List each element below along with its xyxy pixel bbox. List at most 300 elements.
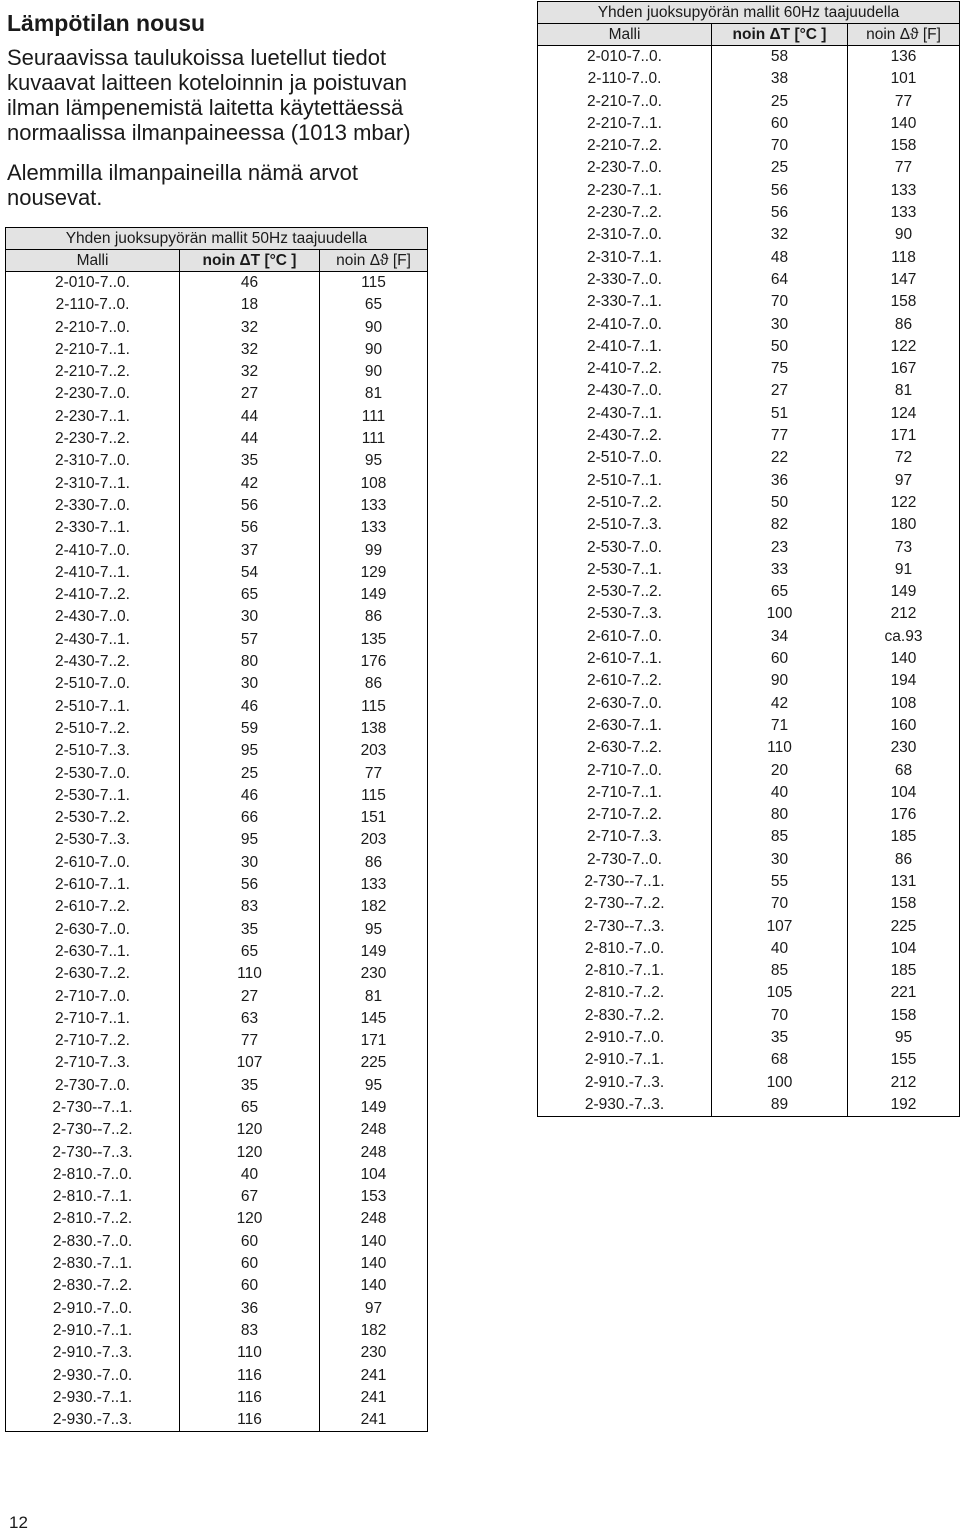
- cell-delta-fahrenheit: 158: [848, 893, 960, 915]
- cell-model: 2-730--7..3.: [6, 1142, 180, 1164]
- cell-delta-celsius: 20: [712, 760, 848, 782]
- cell-model: 2-630-7..1.: [538, 715, 712, 737]
- cell-delta-celsius: 48: [712, 247, 848, 269]
- cell-delta-fahrenheit: 99: [320, 540, 428, 562]
- table-row: [6, 517, 428, 539]
- cell-delta-celsius: 80: [712, 804, 848, 826]
- cell-model: 2-710-7..0.: [538, 760, 712, 782]
- cell-delta-fahrenheit: 68: [848, 760, 960, 782]
- table-row: [538, 715, 960, 737]
- cell-model: 2-530-7..1.: [6, 785, 180, 807]
- table-row: [538, 826, 960, 848]
- table-row: [6, 718, 428, 740]
- table-row: [538, 180, 960, 202]
- table-row: [538, 224, 960, 246]
- cell-model: 2-710-7..3.: [538, 826, 712, 848]
- cell-model: 2-110-7..0.: [6, 294, 180, 316]
- cell-delta-celsius: 32: [180, 339, 320, 361]
- cell-delta-fahrenheit: 248: [320, 1208, 428, 1230]
- page-title: Lämpötilan nousu: [7, 10, 206, 36]
- cell-delta-fahrenheit: 86: [320, 606, 428, 628]
- table-row: [6, 896, 428, 918]
- cell-delta-fahrenheit: 145: [320, 1008, 428, 1030]
- cell-delta-fahrenheit: 90: [320, 339, 428, 361]
- cell-model: 2-710-7..0.: [6, 986, 180, 1008]
- cell-delta-celsius: 37: [180, 540, 320, 562]
- cell-delta-celsius: 95: [180, 829, 320, 851]
- cell-delta-fahrenheit: 133: [320, 517, 428, 539]
- cell-model: 2-530-7..3.: [538, 603, 712, 625]
- cell-model: 2-410-7..2.: [6, 584, 180, 606]
- table-row: [538, 982, 960, 1004]
- cell-model: 2-510-7..2.: [6, 718, 180, 740]
- table-row: [6, 986, 428, 1008]
- table-row: [538, 447, 960, 469]
- cell-delta-fahrenheit: 176: [320, 651, 428, 673]
- cell-delta-fahrenheit: 95: [320, 450, 428, 472]
- cell-delta-fahrenheit: 104: [848, 938, 960, 960]
- cell-delta-fahrenheit: 90: [848, 224, 960, 246]
- table-row: [538, 470, 960, 492]
- cell-delta-fahrenheit: 73: [848, 537, 960, 559]
- table-row: [6, 562, 428, 584]
- cell-model: 2-930.-7..3.: [6, 1409, 180, 1432]
- cell-model: 2-810.-7..2.: [6, 1208, 180, 1230]
- table-row: [6, 941, 428, 963]
- cell-delta-celsius: 35: [712, 1027, 848, 1049]
- cell-delta-celsius: 35: [180, 919, 320, 941]
- table-row: [6, 383, 428, 405]
- cell-delta-celsius: 42: [180, 473, 320, 495]
- cell-model: 2-530-7..2.: [538, 581, 712, 603]
- cell-model: 2-330-7..1.: [538, 291, 712, 313]
- cell-delta-fahrenheit: 111: [320, 428, 428, 450]
- cell-model: 2-510-7..2.: [538, 492, 712, 514]
- cell-model: 2-630-7..1.: [6, 941, 180, 963]
- table-row: [538, 1049, 960, 1071]
- table-row: [538, 403, 960, 425]
- column-header-delta-fahrenheit: noin Δϑ [F]: [320, 250, 428, 272]
- cell-delta-fahrenheit: 104: [320, 1164, 428, 1186]
- cell-delta-celsius: 25: [712, 157, 848, 179]
- cell-model: 2-210-7..0.: [538, 91, 712, 113]
- cell-delta-celsius: 75: [712, 358, 848, 380]
- cell-delta-celsius: 85: [712, 960, 848, 982]
- cell-delta-celsius: 33: [712, 559, 848, 581]
- cell-delta-celsius: 36: [180, 1298, 320, 1320]
- cell-model: 2-810.-7..2.: [538, 982, 712, 1004]
- table-row: [538, 1094, 960, 1117]
- cell-delta-fahrenheit: 133: [848, 180, 960, 202]
- cell-delta-celsius: 71: [712, 715, 848, 737]
- cell-delta-celsius: 120: [180, 1119, 320, 1141]
- cell-delta-celsius: 50: [712, 336, 848, 358]
- cell-delta-celsius: 22: [712, 447, 848, 469]
- cell-delta-celsius: 25: [180, 763, 320, 785]
- cell-model: 2-830.-7..2.: [538, 1005, 712, 1027]
- cell-delta-celsius: 70: [712, 1005, 848, 1027]
- cell-delta-fahrenheit: 97: [320, 1298, 428, 1320]
- cell-delta-fahrenheit: 241: [320, 1365, 428, 1387]
- cell-delta-fahrenheit: 86: [848, 314, 960, 336]
- cell-delta-celsius: 35: [180, 1075, 320, 1097]
- cell-delta-fahrenheit: 133: [848, 202, 960, 224]
- cell-delta-celsius: 120: [180, 1142, 320, 1164]
- cell-delta-fahrenheit: 115: [320, 696, 428, 718]
- cell-model: 2-010-7..0.: [6, 272, 180, 295]
- cell-model: 2-230-7..1.: [6, 406, 180, 428]
- cell-delta-fahrenheit: 230: [848, 737, 960, 759]
- cell-model: 2-930.-7..1.: [6, 1387, 180, 1409]
- cell-delta-celsius: 65: [712, 581, 848, 603]
- cell-delta-celsius: 59: [180, 718, 320, 740]
- cell-delta-celsius: 27: [180, 383, 320, 405]
- cell-delta-fahrenheit: 241: [320, 1387, 428, 1409]
- cell-delta-celsius: 66: [180, 807, 320, 829]
- cell-delta-fahrenheit: 81: [848, 380, 960, 402]
- cell-delta-celsius: 40: [712, 938, 848, 960]
- page-number: 12: [9, 1513, 28, 1532]
- cell-delta-celsius: 57: [180, 629, 320, 651]
- cell-model: 2-510-7..0.: [538, 447, 712, 469]
- cell-delta-celsius: 40: [712, 782, 848, 804]
- cell-delta-fahrenheit: 115: [320, 785, 428, 807]
- table-row: [538, 291, 960, 313]
- cell-model: 2-830.-7..0.: [6, 1231, 180, 1253]
- cell-delta-celsius: 27: [180, 986, 320, 1008]
- cell-delta-fahrenheit: 86: [848, 849, 960, 871]
- cell-delta-fahrenheit: 81: [320, 383, 428, 405]
- cell-model: 2-310-7..1.: [538, 247, 712, 269]
- cell-model: 2-530-7..0.: [538, 537, 712, 559]
- cell-model: 2-810.-7..0.: [538, 938, 712, 960]
- table-row: [6, 272, 428, 295]
- cell-delta-fahrenheit: 192: [848, 1094, 960, 1117]
- cell-model: 2-530-7..2.: [6, 807, 180, 829]
- table-row: [6, 696, 428, 718]
- cell-delta-fahrenheit: 153: [320, 1186, 428, 1208]
- cell-delta-fahrenheit: 138: [320, 718, 428, 740]
- cell-model: 2-210-7..0.: [6, 317, 180, 339]
- cell-delta-fahrenheit: 140: [320, 1231, 428, 1253]
- cell-model: 2-530-7..1.: [538, 559, 712, 581]
- cell-delta-celsius: 65: [180, 941, 320, 963]
- cell-model: 2-510-7..0.: [6, 673, 180, 695]
- cell-delta-celsius: 56: [712, 202, 848, 224]
- cell-delta-fahrenheit: 241: [320, 1409, 428, 1432]
- cell-model: 2-330-7..0.: [6, 495, 180, 517]
- cell-delta-celsius: 30: [180, 852, 320, 874]
- cell-model: 2-330-7..0.: [538, 269, 712, 291]
- table-row: [538, 581, 960, 603]
- cell-model: 2-310-7..0.: [538, 224, 712, 246]
- table-row: [538, 68, 960, 90]
- cell-delta-celsius: 32: [180, 317, 320, 339]
- cell-model: 2-410-7..0.: [538, 314, 712, 336]
- cell-delta-fahrenheit: 90: [320, 317, 428, 339]
- cell-model: 2-710-7..3.: [6, 1052, 180, 1074]
- cell-delta-fahrenheit: 72: [848, 447, 960, 469]
- table-row: [6, 1275, 428, 1297]
- cell-model: 2-410-7..1.: [538, 336, 712, 358]
- cell-delta-fahrenheit: 185: [848, 826, 960, 848]
- cell-delta-celsius: 83: [180, 896, 320, 918]
- table-row: [538, 938, 960, 960]
- table-row: [538, 1027, 960, 1049]
- cell-model: 2-410-7..2.: [538, 358, 712, 380]
- table-row: [538, 626, 960, 648]
- table-row: [6, 361, 428, 383]
- table-row: [538, 91, 960, 113]
- cell-model: 2-710-7..1.: [538, 782, 712, 804]
- cell-delta-fahrenheit: 86: [320, 852, 428, 874]
- cell-model: 2-510-7..3.: [6, 740, 180, 762]
- table-caption: Yhden juoksupyörän mallit 60Hz taajuudella: [538, 2, 960, 24]
- table-row: [538, 269, 960, 291]
- cell-model: 2-630-7..0.: [6, 919, 180, 941]
- cell-delta-fahrenheit: 95: [320, 919, 428, 941]
- cell-delta-fahrenheit: 230: [320, 963, 428, 985]
- cell-model: 2-830.-7..1.: [6, 1253, 180, 1275]
- table-row: [6, 606, 428, 628]
- table-row: [538, 314, 960, 336]
- column-header-delta-celsius: noin ΔT [°C ]: [712, 24, 848, 46]
- table-row: [538, 760, 960, 782]
- cell-model: 2-610-7..2.: [538, 670, 712, 692]
- cell-delta-celsius: 77: [712, 425, 848, 447]
- cell-delta-fahrenheit: 221: [848, 982, 960, 1004]
- column-header-delta-fahrenheit: noin Δϑ [F]: [848, 24, 960, 46]
- cell-delta-celsius: 89: [712, 1094, 848, 1117]
- cell-model: 2-110-7..0.: [538, 68, 712, 90]
- column-header-model: Malli: [6, 250, 180, 272]
- cell-delta-celsius: 50: [712, 492, 848, 514]
- cell-model: 2-430-7..1.: [538, 403, 712, 425]
- cell-delta-celsius: 32: [180, 361, 320, 383]
- table-row: [6, 852, 428, 874]
- cell-delta-fahrenheit: 101: [848, 68, 960, 90]
- cell-model: 2-730-7..0.: [538, 849, 712, 871]
- cell-delta-fahrenheit: 194: [848, 670, 960, 692]
- cell-delta-celsius: 60: [180, 1275, 320, 1297]
- cell-delta-fahrenheit: 225: [320, 1052, 428, 1074]
- cell-delta-celsius: 44: [180, 406, 320, 428]
- table-row: [6, 1052, 428, 1074]
- cell-delta-fahrenheit: 155: [848, 1049, 960, 1071]
- cell-delta-fahrenheit: 133: [320, 495, 428, 517]
- cell-model: 2-530-7..0.: [6, 763, 180, 785]
- table-row: [6, 1164, 428, 1186]
- cell-delta-fahrenheit: 171: [320, 1030, 428, 1052]
- cell-model: 2-010-7..0.: [538, 46, 712, 69]
- cell-model: 2-730-7..0.: [6, 1075, 180, 1097]
- cell-delta-celsius: 105: [712, 982, 848, 1004]
- table-row: [6, 807, 428, 829]
- cell-delta-celsius: 30: [180, 606, 320, 628]
- cell-delta-celsius: 110: [180, 963, 320, 985]
- cell-delta-fahrenheit: 203: [320, 740, 428, 762]
- cell-model: 2-510-7..1.: [6, 696, 180, 718]
- table-row: [538, 135, 960, 157]
- cell-model: 2-410-7..0.: [6, 540, 180, 562]
- cell-delta-fahrenheit: 140: [848, 113, 960, 135]
- cell-delta-celsius: 27: [712, 380, 848, 402]
- cell-delta-celsius: 95: [180, 740, 320, 762]
- cell-delta-fahrenheit: 81: [320, 986, 428, 1008]
- cell-model: 2-330-7..1.: [6, 517, 180, 539]
- cell-model: 2-610-7..1.: [6, 874, 180, 896]
- cell-model: 2-210-7..1.: [538, 113, 712, 135]
- column-header-model: Malli: [538, 24, 712, 46]
- cell-delta-fahrenheit: 133: [320, 874, 428, 896]
- cell-delta-celsius: 54: [180, 562, 320, 584]
- cell-delta-celsius: 46: [180, 696, 320, 718]
- cell-model: 2-630-7..0.: [538, 693, 712, 715]
- cell-model: 2-810.-7..1.: [6, 1186, 180, 1208]
- cell-delta-celsius: 56: [712, 180, 848, 202]
- table-row: [6, 919, 428, 941]
- cell-model: 2-230-7..0.: [6, 383, 180, 405]
- table-row: [6, 1119, 428, 1141]
- table-row: [538, 380, 960, 402]
- cell-delta-celsius: 67: [180, 1186, 320, 1208]
- cell-model: 2-910.-7..0.: [6, 1298, 180, 1320]
- cell-model: 2-210-7..2.: [6, 361, 180, 383]
- cell-delta-celsius: 38: [712, 68, 848, 90]
- cell-model: 2-910.-7..1.: [6, 1320, 180, 1342]
- table-row: [6, 1142, 428, 1164]
- cell-model: 2-730--7..1.: [538, 871, 712, 893]
- cell-delta-celsius: 56: [180, 517, 320, 539]
- table-caption: Yhden juoksupyörän mallit 50Hz taajuudella: [6, 228, 428, 250]
- cell-model: 2-410-7..1.: [6, 562, 180, 584]
- cell-delta-fahrenheit: 129: [320, 562, 428, 584]
- cell-delta-fahrenheit: 158: [848, 291, 960, 313]
- cell-delta-celsius: 120: [180, 1208, 320, 1230]
- cell-delta-fahrenheit: 230: [320, 1342, 428, 1364]
- cell-model: 2-230-7..0.: [538, 157, 712, 179]
- cell-delta-celsius: 56: [180, 495, 320, 517]
- table-row: [538, 537, 960, 559]
- cell-delta-celsius: 70: [712, 893, 848, 915]
- cell-delta-celsius: 110: [180, 1342, 320, 1364]
- cell-model: 2-230-7..2.: [6, 428, 180, 450]
- cell-model: 2-310-7..1.: [6, 473, 180, 495]
- cell-delta-celsius: 65: [180, 1097, 320, 1119]
- cell-delta-celsius: 80: [180, 651, 320, 673]
- cell-delta-celsius: 110: [712, 737, 848, 759]
- cell-delta-fahrenheit: 203: [320, 829, 428, 851]
- cell-delta-fahrenheit: 104: [848, 782, 960, 804]
- cell-delta-fahrenheit: 95: [848, 1027, 960, 1049]
- table-row: [6, 740, 428, 762]
- cell-delta-fahrenheit: 248: [320, 1119, 428, 1141]
- table-row: [538, 804, 960, 826]
- cell-delta-fahrenheit: 86: [320, 673, 428, 695]
- cell-delta-celsius: 34: [712, 626, 848, 648]
- table-row: [538, 648, 960, 670]
- table-row: [538, 514, 960, 536]
- table-row: [6, 1030, 428, 1052]
- table-row: [6, 829, 428, 851]
- table-row: [6, 1075, 428, 1097]
- table-row: [6, 1208, 428, 1230]
- cell-delta-fahrenheit: 149: [848, 581, 960, 603]
- cell-model: 2-730--7..1.: [6, 1097, 180, 1119]
- cell-delta-celsius: 116: [180, 1365, 320, 1387]
- table-row: [6, 1320, 428, 1342]
- cell-delta-fahrenheit: 160: [848, 715, 960, 737]
- cell-model: 2-630-7..2.: [538, 737, 712, 759]
- cell-delta-fahrenheit: 131: [848, 871, 960, 893]
- intro-paragraph: Seuraavissa taulukoissa luetellut tiedot kuvaavat laitteen koteloinnin ja poistuvan ilman lämpenemistä laitetta käytettäessä normaalissa ilmanpaineessa (1013 mbar): [7, 45, 411, 145]
- cell-delta-celsius: 42: [712, 693, 848, 715]
- cell-model: 2-430-7..1.: [6, 629, 180, 651]
- cell-delta-celsius: 30: [712, 314, 848, 336]
- cell-delta-fahrenheit: 182: [320, 896, 428, 918]
- cell-delta-celsius: 116: [180, 1387, 320, 1409]
- table-row: [538, 893, 960, 915]
- table-row: [6, 294, 428, 316]
- table-row: [6, 651, 428, 673]
- table-row: [538, 1005, 960, 1027]
- cell-delta-fahrenheit: 95: [320, 1075, 428, 1097]
- cell-delta-fahrenheit: 149: [320, 584, 428, 606]
- cell-model: 2-430-7..2.: [538, 425, 712, 447]
- cell-model: 2-510-7..1.: [538, 470, 712, 492]
- cell-delta-celsius: 82: [712, 514, 848, 536]
- cell-delta-celsius: 51: [712, 403, 848, 425]
- cell-delta-celsius: 30: [180, 673, 320, 695]
- table-row: [538, 425, 960, 447]
- cell-model: 2-710-7..2.: [6, 1030, 180, 1052]
- cell-delta-fahrenheit: 212: [848, 603, 960, 625]
- cell-delta-celsius: 60: [180, 1231, 320, 1253]
- cell-delta-fahrenheit: 151: [320, 807, 428, 829]
- cell-delta-celsius: 46: [180, 272, 320, 295]
- table-row: [6, 428, 428, 450]
- cell-delta-fahrenheit: ca.93: [848, 626, 960, 648]
- table-row: [538, 737, 960, 759]
- cell-model: 2-910.-7..3.: [538, 1072, 712, 1094]
- table-row: [538, 603, 960, 625]
- table-60hz: [537, 1, 960, 1117]
- cell-delta-fahrenheit: 97: [848, 470, 960, 492]
- table-row: [538, 247, 960, 269]
- cell-delta-fahrenheit: 108: [320, 473, 428, 495]
- cell-model: 2-810.-7..1.: [538, 960, 712, 982]
- cell-delta-fahrenheit: 136: [848, 46, 960, 69]
- cell-delta-fahrenheit: 171: [848, 425, 960, 447]
- table-row: [538, 157, 960, 179]
- cell-delta-fahrenheit: 180: [848, 514, 960, 536]
- cell-model: 2-610-7..1.: [538, 648, 712, 670]
- table-row: [6, 1365, 428, 1387]
- cell-delta-celsius: 60: [180, 1253, 320, 1275]
- cell-model: 2-430-7..0.: [6, 606, 180, 628]
- table-row: [538, 559, 960, 581]
- cell-delta-celsius: 46: [180, 785, 320, 807]
- cell-delta-fahrenheit: 124: [848, 403, 960, 425]
- cell-delta-celsius: 44: [180, 428, 320, 450]
- cell-model: 2-610-7..0.: [6, 852, 180, 874]
- table-row: [538, 113, 960, 135]
- cell-delta-celsius: 107: [180, 1052, 320, 1074]
- table-row: [6, 1387, 428, 1409]
- table-row: [538, 916, 960, 938]
- table-row: [6, 339, 428, 361]
- cell-delta-celsius: 56: [180, 874, 320, 896]
